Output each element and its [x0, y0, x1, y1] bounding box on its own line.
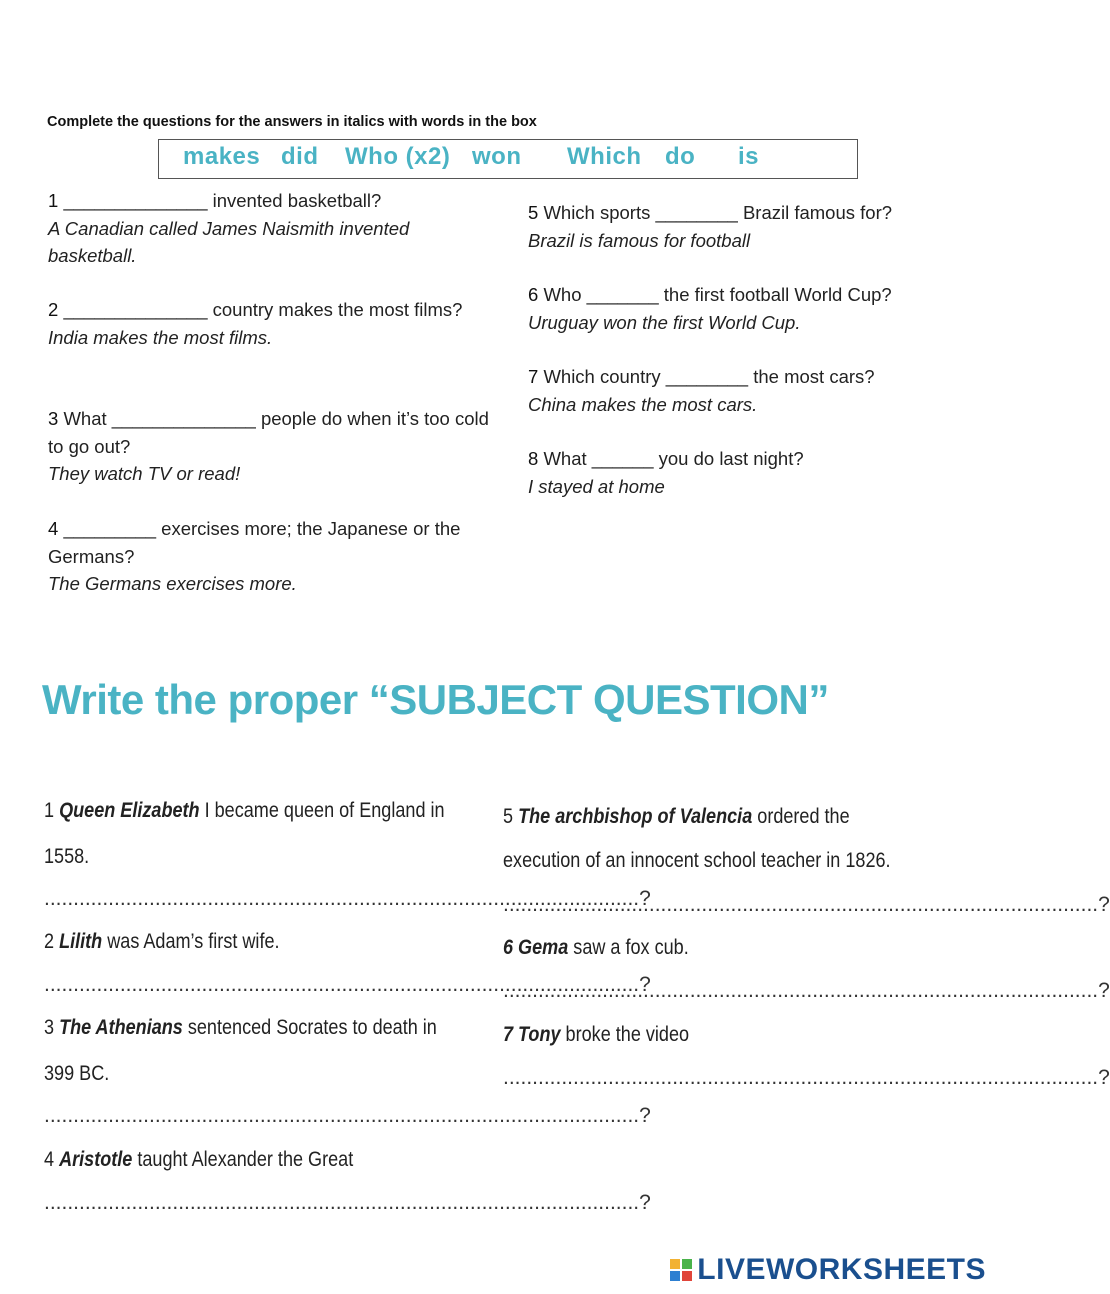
word-did: did — [281, 143, 319, 170]
instructions: Complete the questions for the answers in italics with words in the box — [47, 114, 537, 130]
liveworksheets-logo — [669, 1253, 986, 1287]
answer-6: Uruguay won the first World Cup. — [528, 311, 801, 333]
logo-icon — [669, 1258, 693, 1282]
answer-line-1[interactable]: ......................................................................................................? — [44, 887, 651, 910]
answer-line-2[interactable]: ......................................................................................................? — [44, 973, 651, 996]
question-8: 8 What ______ you do last night? I stayed at home — [528, 448, 804, 497]
subject-question-5-line2: execution of an innocent school teacher in 1826. — [503, 849, 891, 872]
subject-question-6: 6 Gema saw a fox cub. — [503, 936, 689, 959]
answer-1: A Canadian called James Naismith invented basketball. — [48, 217, 410, 266]
word-box — [158, 139, 858, 179]
section-title: Write the proper “SUBJECT QUESTION” — [42, 676, 829, 723]
answer-4: The Germans exercises more. — [48, 573, 297, 594]
answer-3: They watch TV or read! — [48, 463, 241, 484]
word-makes: makes — [183, 143, 261, 170]
subject-question-4: 4 Aristotle taught Alexander the Great — [44, 1148, 354, 1171]
subject-question-1-line2: 1558. — [44, 845, 90, 868]
question-5: 5 Which sports ________ Brazil famous for? Brazil is famous for football — [528, 202, 893, 251]
subject-question-2: 2 Lilith was Adam’s first wife. — [44, 930, 280, 953]
word-won: won — [472, 143, 522, 170]
question-6: 6 Who _______ the first football World Cup? Uruguay won the first World Cup. — [528, 284, 892, 333]
answer-5: Brazil is famous for football — [528, 229, 751, 251]
question-4: 4 _________ exercises more; the Japanese or the Germans? The Germans exercises more. — [48, 518, 461, 594]
subject-question-7: 7 Tony broke the video — [503, 1023, 690, 1046]
question-7: 7 Which country ________ the most cars? China makes the most cars. — [528, 366, 875, 415]
question-1: 1 ______________ invented basketball? A Canadian called James Naismith invented basketball. — [48, 190, 410, 266]
word-who: Who (x2) — [345, 143, 451, 170]
subject-question-3: 3 The Athenians sentenced Socrates to death in — [44, 1016, 437, 1039]
answer-line-7[interactable]: ......................................................................................................? — [503, 1066, 1110, 1089]
subject-question-3-line2: 399 BC. — [44, 1062, 110, 1085]
word-is: is — [738, 143, 760, 170]
answer-line-6[interactable]: ......................................................................................................? — [503, 979, 1110, 1002]
question-2: 2 ______________ country makes the most films? India makes the most films. — [48, 299, 463, 348]
subject-question-5: 5 The archbishop of Valencia ordered the — [503, 805, 850, 828]
answer-line-4[interactable]: ......................................................................................................? — [44, 1191, 651, 1214]
answer-line-3[interactable]: ......................................................................................................? — [44, 1104, 651, 1127]
answer-8: I stayed at home — [528, 475, 665, 497]
logo-text: LIVEWORKSHEETS — [697, 1253, 986, 1286]
question-3: 3 What ______________ people do when it’s too cold to go out? They watch TV or read! — [48, 408, 489, 484]
answer-7: China makes the most cars. — [528, 393, 758, 415]
word-do: do — [665, 143, 696, 170]
subject-question-1: 1 Queen Elizabeth I became queen of England in — [44, 799, 445, 822]
answer-2: India makes the most films. — [48, 326, 273, 348]
answer-line-5[interactable]: ......................................................................................................? — [503, 893, 1110, 916]
word-which: Which — [567, 143, 642, 170]
